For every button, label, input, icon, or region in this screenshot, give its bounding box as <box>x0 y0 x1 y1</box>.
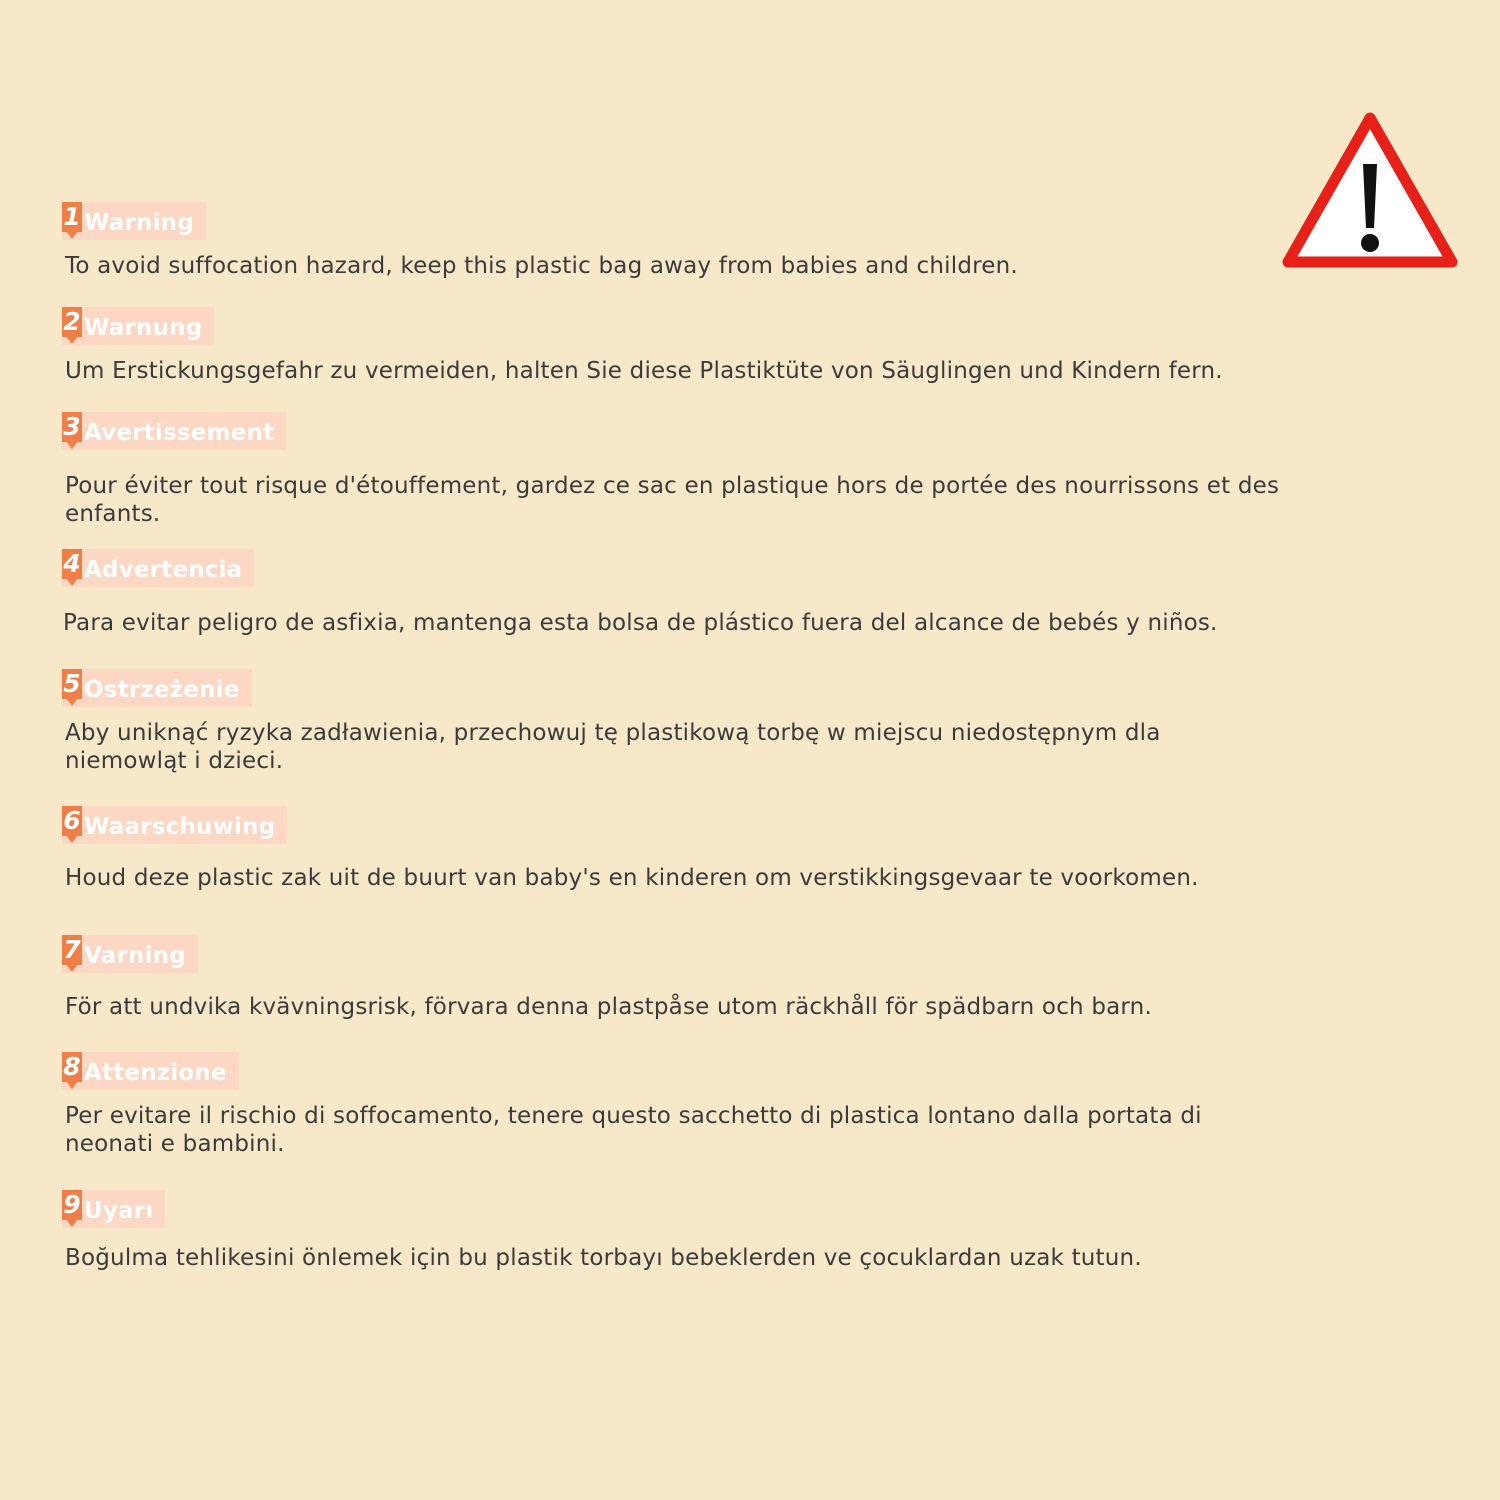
warning-section-2 <box>62 307 1282 385</box>
number-badge <box>62 1190 82 1220</box>
number-badge <box>62 806 82 836</box>
section-text: Houd deze plastic zak uit de buurt van baby's en kinderen om verstikkingsgevaar te voorkomen. <box>65 865 1199 891</box>
section-text: Boğulma tehlikesini önlemek için bu plastik torbayı bebeklerden ve çocuklardan uzak tutun. <box>65 1245 1142 1271</box>
section-number: 7 <box>63 935 81 964</box>
section-text: Para evitar peligro de asfixia, mantenga esta bolsa de plástico fuera del alcance de bebés y niños. <box>63 610 1218 636</box>
section-text: To avoid suffocation hazard, keep this plastic bag away from babies and children. <box>65 253 1018 279</box>
section-number: 2 <box>63 307 81 336</box>
section-label: Warning <box>84 210 194 236</box>
section-label: Ostrzeżenie <box>84 677 240 703</box>
warning-section-8 <box>62 1052 1282 1158</box>
warning-section-1 <box>62 202 1282 280</box>
number-badge <box>62 307 82 337</box>
section-heading <box>62 202 206 240</box>
section-label: Attenzione <box>84 1060 227 1086</box>
section-number: 9 <box>63 1190 81 1219</box>
section-number: 8 <box>63 1052 81 1081</box>
section-number: 5 <box>63 669 81 698</box>
section-heading <box>62 307 214 345</box>
section-number: 4 <box>63 549 81 578</box>
section-heading <box>62 935 198 973</box>
number-badge <box>62 1052 82 1082</box>
section-text: För att undvika kvävningsrisk, förvara denna plastpåse utom räckhåll för spädbarn och barn. <box>65 994 1152 1020</box>
section-number: 6 <box>63 806 81 835</box>
number-badge <box>62 412 82 442</box>
section-label: Uyarı <box>84 1198 154 1224</box>
section-heading <box>62 1190 165 1228</box>
section-text: Per evitare il rischio di soffocamento, tenere questo sacchetto di plastica lontano dalla portata di neonati e bambini. <box>65 1103 1202 1157</box>
warning-section-7 <box>62 935 1282 1021</box>
warning-section-6 <box>62 806 1282 892</box>
section-text: Um Erstickungsgefahr zu vermeiden, halten Sie diese Plastiktüte von Säuglingen und Kindern fern. <box>65 358 1223 384</box>
section-heading <box>62 806 287 844</box>
section-heading <box>62 669 252 707</box>
section-label: Avertissement <box>84 420 275 446</box>
warning-triangle-icon <box>1282 112 1458 272</box>
section-heading <box>62 1052 239 1090</box>
warning-section-4 <box>62 549 1282 637</box>
number-badge <box>62 549 82 579</box>
section-heading <box>62 412 286 450</box>
number-badge <box>62 935 82 965</box>
section-text: Aby uniknąć ryzyka zadławienia, przechowuj tę plastikową torbę w miejscu niedostępnym dla niemowląt i dzieci. <box>65 720 1161 774</box>
section-number: 1 <box>63 202 81 231</box>
section-label: Varning <box>84 943 186 969</box>
section-text: Pour éviter tout risque d'étouffement, gardez ce sac en plastique hors de portée des nourrissons et des enfants. <box>65 473 1280 527</box>
warning-section-9 <box>62 1190 1282 1272</box>
section-label: Advertencia <box>84 557 243 583</box>
warning-section-5 <box>62 669 1282 775</box>
number-badge <box>62 202 82 232</box>
section-number: 3 <box>63 412 81 441</box>
section-label: Waarschuwing <box>84 814 276 840</box>
section-label: Warnung <box>84 315 203 341</box>
section-heading <box>62 549 254 587</box>
number-badge <box>62 669 82 699</box>
warning-section-3 <box>62 412 1282 528</box>
